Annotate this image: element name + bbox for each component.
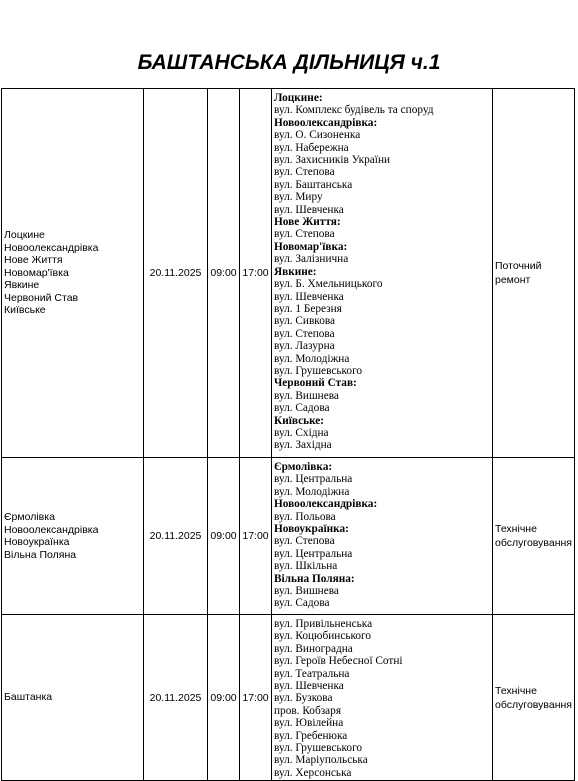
end-time-cell: 17:00: [240, 89, 272, 458]
localities-cell: [2, 615, 144, 781]
street-name: вул. Молодіжна: [274, 485, 350, 498]
street-name: вул. Виноградна: [274, 642, 353, 655]
village-heading: Явкине:: [274, 265, 317, 278]
street-name: вул. Маріупольська: [274, 754, 368, 767]
locality-name: Новоукраїнка: [4, 536, 70, 548]
street-name: вул. Сивкова: [274, 315, 336, 328]
schedule-row: [2, 458, 575, 615]
end-time-cell: 17:00: [240, 458, 272, 615]
locality-name: Єрмолівка: [4, 511, 55, 523]
street-name: пров. Кобзаря: [274, 704, 342, 717]
addresses-cell: [272, 615, 493, 781]
street-name: вул. Ювілейна: [274, 717, 344, 730]
street-name: вул. Центральна: [274, 473, 353, 486]
outage-schedule-table: [1, 88, 575, 781]
work-type-cell: Технічне обслуговування: [493, 615, 575, 781]
street-name: вул. Комплекс будівель та споруд: [274, 104, 434, 117]
schedule-table-body: [2, 89, 575, 781]
street-name: вул. Залізнична: [274, 253, 349, 266]
street-name: вул. Гребенюка: [274, 729, 348, 742]
village-heading: Нове Життя:: [274, 216, 341, 229]
street-name: вул. Східна: [274, 426, 329, 439]
locality-name: Явкине: [4, 279, 40, 292]
street-name: вул. О. Сизоненка: [274, 129, 361, 142]
addresses-cell: [272, 89, 493, 458]
street-name: вул. Центральна: [274, 547, 353, 560]
street-name: вул. Садова: [274, 402, 330, 415]
street-name: вул. Театральна: [274, 667, 350, 680]
street-name: вул. Грушевського: [274, 364, 363, 377]
street-name: вул. Грушевського: [274, 742, 363, 755]
locality-name: Новомар'ївка: [4, 266, 69, 279]
street-name: вул. Херсонська: [274, 766, 352, 779]
date-cell: 20.11.2025: [144, 458, 208, 615]
village-heading: Новомар'ївка:: [274, 240, 348, 253]
start-time-cell: 09:00: [208, 615, 240, 781]
village-heading: Лоцкине:: [274, 92, 323, 104]
street-name: вул. Степова: [274, 228, 335, 241]
street-name: вул. Шевченка: [274, 290, 344, 303]
date-cell: 20.11.2025: [144, 615, 208, 781]
street-name: вул. Шкільна: [274, 560, 338, 573]
locality-name: Новоолександрівка: [4, 523, 99, 536]
village-heading: Червоний Став:: [274, 377, 357, 390]
village-heading: Київське:: [274, 414, 325, 427]
street-name: вул. Бузкова: [274, 692, 333, 705]
start-time-cell: 09:00: [208, 89, 240, 458]
street-name: вул. Польова: [274, 510, 336, 523]
street-name: вул. Вишнева: [274, 585, 339, 598]
village-heading: Єрмолівка:: [274, 461, 333, 473]
schedule-row: [2, 615, 575, 781]
street-name: вул. Садова: [274, 597, 330, 610]
street-name: вул. Степова: [274, 327, 335, 340]
street-name: вул. Степова: [274, 535, 335, 548]
village-heading: Новоолександрівка:: [274, 116, 378, 129]
street-name: вул. Коцюбинського: [274, 630, 372, 643]
end-time-cell: 17:00: [240, 615, 272, 781]
street-name: вул. Лазурна: [274, 340, 335, 353]
locality-name: Вільна Поляна: [4, 548, 77, 561]
locality-name: Київське: [4, 304, 46, 317]
page-title: БАШТАНСЬКА ДІЛЬНИЦЯ ч.1: [137, 51, 441, 74]
street-name: вул. Набережна: [274, 141, 349, 154]
locality-name: Лоцкине: [4, 229, 45, 242]
street-name: вул. Баштанська: [274, 178, 353, 191]
street-name: вул. Б. Хмельницького: [274, 278, 383, 291]
locality-name: Червоний Став: [4, 291, 79, 304]
street-name: вул. Привільненська: [274, 618, 373, 630]
street-name: вул. Шевченка: [274, 203, 344, 216]
village-heading: Новоолександрівка:: [274, 498, 378, 511]
street-name: вул. 1 Березня: [274, 302, 342, 315]
locality-name: Нове Життя: [4, 254, 63, 267]
street-name: вул. Степова: [274, 166, 335, 179]
street-name: вул. Героїв Небесної Сотні: [274, 655, 403, 668]
locality-name: Баштанка: [4, 691, 53, 704]
street-name: вул. Шевченка: [274, 680, 344, 693]
work-type-cell: Технічне обслуговування: [493, 458, 575, 615]
localities-cell: [2, 458, 144, 615]
work-type-cell: Поточний ремонт: [493, 89, 575, 458]
addresses-cell: [272, 458, 493, 615]
street-name: вул. Молодіжна: [274, 352, 350, 365]
street-name: вул. Західна: [274, 439, 332, 452]
street-name: вул. Захисників України: [274, 154, 391, 167]
village-heading: Вільна Поляна:: [274, 572, 355, 585]
date-cell: 20.11.2025: [144, 89, 208, 458]
street-name: вул. Вишнева: [274, 389, 339, 402]
street-name: вул. Миру: [274, 191, 323, 204]
start-time-cell: 09:00: [208, 458, 240, 615]
village-heading: Новоукраїнка:: [274, 523, 349, 536]
locality-name: Новоолександрівка: [4, 241, 99, 254]
localities-cell: [2, 89, 144, 458]
schedule-row: [2, 89, 575, 458]
